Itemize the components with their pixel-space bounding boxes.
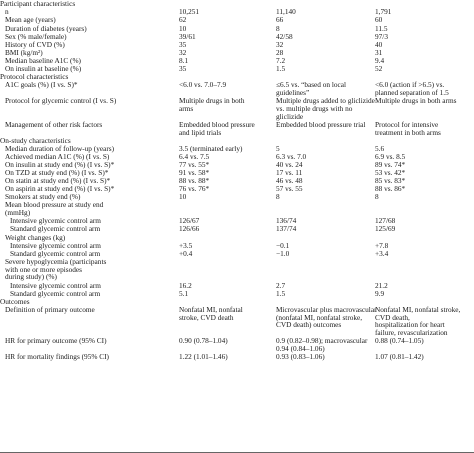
row-label-cell: Intensive glycemic control arm: [10, 216, 101, 226]
value-cell: Nonfatal MI, nonfatal: [179, 304, 243, 314]
value-cell: vs. multiple drugs with no: [276, 103, 353, 113]
value-cell: 46 vs. 48: [276, 176, 303, 186]
value-cell: 31: [375, 47, 383, 57]
value-cell: 126/66: [179, 224, 200, 234]
value-cell: Multiple drugs in both: [179, 96, 245, 106]
value-cell: 5.1: [179, 288, 189, 298]
value-cell: 60: [375, 15, 383, 25]
row-label-cell: Smokers at study end (%): [5, 192, 81, 202]
row-label-cell: n: [5, 7, 9, 17]
value-cell: 10,251: [179, 7, 200, 17]
row-label-cell: HR for primary outcome (95% CI): [5, 336, 107, 346]
value-cell: [179, 201, 276, 209]
value-cell: 0.88 (0.74–1.05): [375, 336, 424, 346]
table-row: [0, 8, 474, 16]
section-header-row: [0, 0, 474, 8]
row-label-cell: A1C goals (%) (I vs. S)*: [5, 80, 78, 90]
value-cell: 1.5: [276, 64, 286, 74]
value-cell: +0.4: [179, 248, 193, 258]
row-label-cell: Mean blood pressure at study end: [5, 200, 104, 210]
row-label-cell: BMI (kg/m²): [5, 47, 43, 57]
value-cell: 6.9 vs. 8.5: [375, 151, 406, 161]
row-label-cell: Median duration of follow-up (years): [5, 143, 115, 153]
value-cell: 0.93 (0.83–1.06): [276, 352, 325, 362]
row-label-cell: [0, 321, 179, 329]
value-cell: 1.5: [276, 288, 286, 298]
value-cell: CVD death) outcomes: [276, 320, 342, 330]
table-row: [0, 24, 474, 32]
value-cell: 8: [276, 23, 280, 33]
table-row: [0, 201, 474, 209]
row-label-cell: Mean age (years): [5, 15, 56, 25]
row-label-cell: during study) (%): [5, 272, 57, 282]
value-cell: failure, revascularization: [375, 328, 448, 338]
value-cell: arms: [179, 103, 194, 113]
row-label-cell: Weight changes (kg): [5, 232, 66, 242]
value-cell: Microvascular plus macrovascular: [276, 304, 377, 314]
value-cell: 32: [276, 39, 284, 49]
value-cell: 52: [375, 64, 383, 74]
value-cell: 9.4: [375, 55, 385, 65]
value-cell: Multiple drugs in both arms: [375, 96, 457, 106]
value-cell: Multiple drugs added to gliclizide: [276, 96, 375, 106]
value-cell: [276, 233, 375, 241]
section-title: Outcomes: [0, 296, 30, 306]
table-row: [0, 105, 474, 113]
value-cell: [179, 233, 276, 241]
row-label-cell: History of CVD (%): [5, 39, 65, 49]
row-label-cell: On statin at study end (%) (I vs. S)*: [5, 176, 111, 186]
value-cell: 10: [179, 23, 187, 33]
value-cell: [179, 258, 276, 266]
table-row: [0, 225, 474, 233]
value-cell: gliclizide: [276, 111, 304, 121]
section-title: Protocol characteristics: [0, 72, 69, 82]
row-label-cell: Definition of primary outcome: [5, 304, 95, 314]
row-label-cell: Standard glycemic control arm: [10, 248, 101, 258]
value-cell: [276, 273, 375, 281]
row-label-cell: Median baseline A1C (%): [5, 55, 81, 65]
value-cell: guidelines”: [276, 88, 310, 98]
value-cell: +3.5: [179, 240, 193, 250]
value-cell: treatment in both arms: [375, 127, 441, 137]
value-cell: [375, 201, 474, 209]
value-cell: [375, 266, 474, 274]
value-cell: [276, 129, 375, 137]
table-row: [0, 337, 474, 345]
row-label-cell: On TZD at study end (%) (I vs. S)*: [5, 168, 109, 178]
section-title: On-study characteristics: [0, 135, 71, 145]
value-cell: planned separation of 1.5: [375, 88, 449, 98]
row-label-cell: Achieved median A1C (%) (I vs. S): [5, 151, 110, 161]
row-label-cell: Sex (% male/female): [5, 31, 67, 41]
value-cell: 7.2: [276, 55, 286, 65]
value-cell: hospitalization for heart: [375, 320, 445, 330]
value-cell: 126/67: [179, 216, 200, 226]
value-cell: (nonfatal MI, nonfatal stroke,: [276, 312, 363, 322]
value-cell: 11.5: [375, 23, 388, 33]
value-cell: 97/3: [375, 31, 388, 41]
table-row: [0, 40, 474, 48]
value-cell: +3.4: [375, 248, 389, 258]
row-label-cell: Standard glycemic control arm: [10, 224, 101, 234]
value-cell: CVD death,: [375, 312, 410, 322]
value-cell: 1.07 (0.81–1.42): [375, 352, 424, 362]
row-label-cell: HR for mortality findings (95% CI): [5, 352, 109, 362]
value-cell: −0.1: [276, 240, 290, 250]
row-label-cell: Severe hypoglycemia (participants: [5, 256, 107, 266]
value-cell: 53 vs. 42*: [375, 168, 406, 178]
value-cell: 0.9 (0.82–0.98); macrovascular: [276, 336, 368, 346]
value-cell: 16.2: [179, 280, 192, 290]
row-label-cell: Intensive glycemic control arm: [10, 280, 101, 290]
value-cell: 40 vs. 24: [276, 159, 303, 169]
value-cell: 8: [375, 192, 379, 202]
value-cell: 91 vs. 58*: [179, 168, 210, 178]
row-label-cell: with one or more episodes: [5, 264, 83, 274]
value-cell: 3.5 (terminated early): [179, 143, 243, 153]
value-cell: −1.0: [276, 248, 290, 258]
row-label-cell: [0, 105, 179, 113]
value-cell: [276, 258, 375, 266]
value-cell: [179, 273, 276, 281]
value-cell: Nonfatal MI, nonfatal stroke,: [375, 304, 461, 314]
section-title: Participant characteristics: [0, 0, 76, 9]
table-row: [0, 353, 474, 361]
value-cell: 42/58: [276, 31, 293, 41]
value-cell: 21.2: [375, 280, 388, 290]
value-cell: 125/69: [375, 224, 396, 234]
value-cell: [375, 258, 474, 266]
row-label-cell: On insulin at study end (%) (I vs. S)*: [5, 159, 115, 169]
row-label-cell: (mmHg): [5, 208, 31, 218]
value-cell: +7.8: [375, 240, 389, 250]
value-cell: 11,140: [276, 7, 296, 17]
value-cell: 127/68: [375, 216, 396, 226]
row-label-cell: Standard glycemic control arm: [10, 288, 101, 298]
table-row: [0, 289, 474, 297]
row-label-cell: On insulin at baseline (%): [5, 64, 82, 74]
value-cell: 8: [276, 192, 280, 202]
value-cell: 136/74: [276, 216, 297, 226]
row-label-cell: On aspirin at study end (%) (I vs. S)*: [5, 184, 115, 194]
row-label-cell: Management of other risk factors: [5, 119, 103, 129]
table-row: [0, 32, 474, 40]
value-cell: 39/61: [179, 31, 196, 41]
value-cell: [375, 273, 474, 281]
value-cell: Embedded blood pressure trial: [276, 119, 366, 129]
row-label-cell: [0, 314, 179, 322]
value-cell: 17 vs. 11: [276, 168, 303, 178]
value-cell: 137/74: [276, 224, 297, 234]
value-cell: <6.0 vs. 7.0–7.9: [179, 80, 227, 90]
value-cell: 32: [179, 47, 187, 57]
value-cell: [375, 105, 474, 113]
value-cell: 77 vs. 55*: [179, 159, 210, 169]
value-cell: 8.1: [179, 55, 189, 65]
value-cell: 40: [375, 39, 383, 49]
value-cell: 35: [179, 39, 187, 49]
value-cell: 88 vs. 88*: [179, 176, 210, 186]
value-cell: 57 vs. 55: [276, 184, 303, 194]
value-cell: 1.22 (1.01–1.46): [179, 352, 228, 362]
value-cell: 10: [179, 192, 187, 202]
value-cell: 6.4 vs. 7.5: [179, 151, 210, 161]
table-row: [0, 266, 474, 274]
value-cell: [375, 233, 474, 241]
row-label-cell: Protocol for glycemic control (I vs. S): [5, 96, 117, 106]
value-cell: 5.6: [375, 143, 385, 153]
value-cell: 89 vs. 74*: [375, 159, 406, 169]
value-cell: 62: [179, 15, 187, 25]
value-cell: 6.3 vs. 7.0: [276, 151, 307, 161]
value-cell: 35: [179, 64, 187, 74]
value-cell: <6.0 (action if >6.5) vs.: [375, 80, 445, 90]
value-cell: [276, 201, 375, 209]
table-row: [0, 97, 474, 105]
value-cell: [179, 321, 276, 329]
value-cell: ≤6.5 vs. “based on local: [276, 80, 347, 90]
value-cell: 5: [276, 143, 280, 153]
value-cell: 85 vs. 83*: [375, 176, 406, 186]
table-row: [0, 129, 474, 137]
value-cell: 9.9: [375, 288, 385, 298]
value-cell: Protocol for intensive: [375, 119, 439, 129]
value-cell: and lipid trials: [179, 127, 222, 137]
row-label-cell: Duration of diabetes (years): [5, 23, 87, 33]
value-cell: 1,791: [375, 7, 392, 17]
table-row: [0, 65, 474, 73]
value-cell: 0.90 (0.78–1.04): [179, 336, 228, 346]
value-cell: [276, 266, 375, 274]
value-cell: 66: [276, 15, 284, 25]
value-cell: 28: [276, 47, 284, 57]
value-cell: 76 vs. 76*: [179, 184, 210, 194]
value-cell: Embedded blood pressure: [179, 119, 255, 129]
value-cell: 88 vs. 86*: [375, 184, 406, 194]
value-cell: stroke, CVD death: [179, 312, 234, 322]
row-label-cell: Intensive glycemic control arm: [10, 240, 101, 250]
value-cell: 2.7: [276, 280, 286, 290]
value-cell: [179, 266, 276, 274]
value-cell: 0.94 (0.84–1.06): [276, 344, 325, 354]
